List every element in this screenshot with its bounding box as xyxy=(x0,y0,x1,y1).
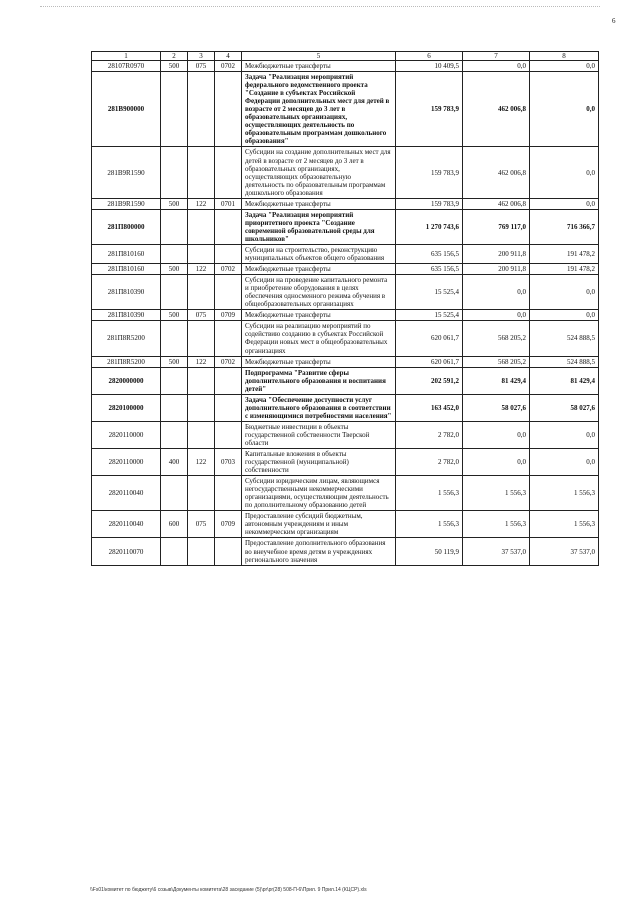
expense-type-cell xyxy=(161,476,188,511)
amount-year3-cell: 1 556,3 xyxy=(530,511,599,538)
table-row xyxy=(92,538,599,565)
expense-type-cell xyxy=(161,209,188,244)
amount-year3-cell: 0,0 xyxy=(530,198,599,209)
section-cell xyxy=(215,72,242,147)
item-name-cell: Межбюджетные трансферты xyxy=(242,61,396,72)
item-name-cell: Субсидии юридическим лицам, являющимся негосударственными некоммерческими организациями, осуществляющим деятельность по дополнительному образованию детей xyxy=(242,476,396,511)
department-cell xyxy=(188,244,215,263)
amount-year1-cell: 159 783,9 xyxy=(396,198,463,209)
department-cell xyxy=(188,321,215,356)
target-code-cell: 2820110070 xyxy=(92,538,161,565)
amount-year3-cell: 0,0 xyxy=(530,72,599,147)
amount-year3-cell: 37 537,0 xyxy=(530,538,599,565)
amount-year3-cell: 1 556,3 xyxy=(530,476,599,511)
target-code-cell: 281В900000 xyxy=(92,72,161,147)
target-code-cell: 281П810390 xyxy=(92,310,161,321)
item-name-cell: Межбюджетные трансферты xyxy=(242,310,396,321)
table-row xyxy=(92,209,599,244)
amount-year2-cell: 0,0 xyxy=(463,275,530,310)
amount-year1-cell: 15 525,4 xyxy=(396,275,463,310)
amount-year3-cell: 524 888,5 xyxy=(530,321,599,356)
item-name-cell: Субсидии на реализацию мероприятий по содействию созданию в субъектах Российской Федерации новых мест в общеобразовательных организациях xyxy=(242,321,396,356)
section-cell xyxy=(215,244,242,263)
department-cell: 122 xyxy=(188,449,215,476)
expense-type-cell xyxy=(161,72,188,147)
section-cell: 0703 xyxy=(215,449,242,476)
target-code-cell: 281П810390 xyxy=(92,275,161,310)
target-code-cell: 2820110040 xyxy=(92,511,161,538)
section-cell xyxy=(215,421,242,448)
column-number-8: 8 xyxy=(530,52,599,61)
amount-year2-cell: 58 027,6 xyxy=(463,394,530,421)
target-code-cell: 281П8R5200 xyxy=(92,356,161,367)
department-cell: 075 xyxy=(188,511,215,538)
expense-type-cell xyxy=(161,275,188,310)
expense-type-cell: 500 xyxy=(161,61,188,72)
section-cell: 0709 xyxy=(215,511,242,538)
amount-year2-cell: 462 006,8 xyxy=(463,198,530,209)
amount-year1-cell: 15 525,4 xyxy=(396,310,463,321)
amount-year2-cell: 37 537,0 xyxy=(463,538,530,565)
department-cell: 122 xyxy=(188,264,215,275)
target-code-cell: 28107R0970 xyxy=(92,61,161,72)
amount-year1-cell: 635 156,5 xyxy=(396,264,463,275)
target-code-cell: 2820100000 xyxy=(92,394,161,421)
column-number-1: 1 xyxy=(92,52,161,61)
table-row xyxy=(92,394,599,421)
expense-type-cell: 500 xyxy=(161,310,188,321)
target-code-cell: 281П8R5200 xyxy=(92,321,161,356)
column-number-3: 3 xyxy=(188,52,215,61)
amount-year3-cell: 0,0 xyxy=(530,275,599,310)
amount-year1-cell: 159 783,9 xyxy=(396,147,463,198)
item-name-cell: Задача "Обеспечение доступности услуг дополнительного образования в соответствии с изменяющимися потребностями населения" xyxy=(242,394,396,421)
amount-year2-cell: 462 006,8 xyxy=(463,72,530,147)
file-path-footer: \\Fs01\комитет по бюджету\6 созыв\Документы комитета\28 заседание (5)\pr\pr(28) 508-П-6\Прил. 9 Прил.14 (КЦСР).xls xyxy=(90,887,367,893)
amount-year3-cell: 191 478,2 xyxy=(530,264,599,275)
item-name-cell: Подпрограмма "Развитие сферы дополнительного образования и воспитания детей" xyxy=(242,367,396,394)
amount-year2-cell: 0,0 xyxy=(463,421,530,448)
budget-table xyxy=(91,51,599,566)
amount-year3-cell: 0,0 xyxy=(530,61,599,72)
department-cell xyxy=(188,275,215,310)
item-name-cell: Предоставление дополнительного образования во внеучебное время детям в учреждениях регионального значения xyxy=(242,538,396,565)
target-code-cell: 281В9R1590 xyxy=(92,147,161,198)
section-cell: 0702 xyxy=(215,356,242,367)
section-cell xyxy=(215,275,242,310)
amount-year3-cell: 0,0 xyxy=(530,147,599,198)
section-cell: 0701 xyxy=(215,198,242,209)
target-code-cell: 281П810160 xyxy=(92,264,161,275)
amount-year1-cell: 202 591,2 xyxy=(396,367,463,394)
table-row xyxy=(92,72,599,147)
section-cell xyxy=(215,367,242,394)
department-cell xyxy=(188,367,215,394)
amount-year3-cell: 191 478,2 xyxy=(530,244,599,263)
expense-type-cell: 500 xyxy=(161,198,188,209)
department-cell xyxy=(188,72,215,147)
expense-type-cell xyxy=(161,147,188,198)
department-cell: 122 xyxy=(188,198,215,209)
section-cell xyxy=(215,394,242,421)
column-number-7: 7 xyxy=(463,52,530,61)
amount-year1-cell: 2 782,0 xyxy=(396,449,463,476)
item-name-cell: Капитальные вложения в объекты государственной (муниципальной) собственности xyxy=(242,449,396,476)
amount-year3-cell: 716 366,7 xyxy=(530,209,599,244)
amount-year2-cell: 200 911,8 xyxy=(463,244,530,263)
expense-type-cell xyxy=(161,321,188,356)
expense-type-cell xyxy=(161,244,188,263)
scan-header-line xyxy=(40,0,600,7)
expense-type-cell xyxy=(161,367,188,394)
expense-type-cell xyxy=(161,421,188,448)
amount-year1-cell: 50 119,9 xyxy=(396,538,463,565)
department-cell xyxy=(188,209,215,244)
amount-year1-cell: 163 452,0 xyxy=(396,394,463,421)
amount-year1-cell: 635 156,5 xyxy=(396,244,463,263)
column-number-2: 2 xyxy=(161,52,188,61)
amount-year1-cell: 1 556,3 xyxy=(396,511,463,538)
table-row xyxy=(92,321,599,356)
item-name-cell: Задача "Реализация мероприятий федерального ведомственного проекта "Создание в субъектах Российской Федерации дополнительных мест для детей в возрасте от 2 месяцев до 3 лет в образовательных организациях, осуществляющих деятельность по образовательным программам дошкольного образования" xyxy=(242,72,396,147)
department-cell: 075 xyxy=(188,310,215,321)
amount-year3-cell: 0,0 xyxy=(530,310,599,321)
table-row xyxy=(92,244,599,263)
department-cell: 122 xyxy=(188,356,215,367)
amount-year1-cell: 620 061,7 xyxy=(396,321,463,356)
section-cell: 0702 xyxy=(215,264,242,275)
department-cell xyxy=(188,421,215,448)
amount-year2-cell: 568 205,2 xyxy=(463,356,530,367)
target-code-cell: 2820000000 xyxy=(92,367,161,394)
target-code-cell: 281П810160 xyxy=(92,244,161,263)
expense-type-cell: 500 xyxy=(161,356,188,367)
section-cell xyxy=(215,538,242,565)
item-name-cell: Субсидии на проведение капитального ремонта и приобретение оборудования в целях обеспечения односменного режима обучения в общеобразовательных организациях xyxy=(242,275,396,310)
expense-type-cell xyxy=(161,394,188,421)
table-row xyxy=(92,367,599,394)
table-row xyxy=(92,147,599,198)
amount-year2-cell: 462 006,8 xyxy=(463,147,530,198)
target-code-cell: 2820110040 xyxy=(92,476,161,511)
target-code-cell: 2820110000 xyxy=(92,421,161,448)
amount-year1-cell: 10 409,5 xyxy=(396,61,463,72)
department-cell xyxy=(188,394,215,421)
column-number-5: 5 xyxy=(242,52,396,61)
section-cell xyxy=(215,476,242,511)
department-cell: 075 xyxy=(188,61,215,72)
amount-year3-cell: 81 429,4 xyxy=(530,367,599,394)
section-cell xyxy=(215,147,242,198)
section-cell: 0702 xyxy=(215,61,242,72)
amount-year2-cell: 1 556,3 xyxy=(463,511,530,538)
amount-year3-cell: 0,0 xyxy=(530,449,599,476)
item-name-cell: Бюджетные инвестиции в объекты государственной собственности Тверской области xyxy=(242,421,396,448)
column-number-4: 4 xyxy=(215,52,242,61)
expense-type-cell: 500 xyxy=(161,264,188,275)
amount-year3-cell: 0,0 xyxy=(530,421,599,448)
section-cell xyxy=(215,209,242,244)
target-code-cell: 2820110000 xyxy=(92,449,161,476)
amount-year2-cell: 200 911,8 xyxy=(463,264,530,275)
amount-year3-cell: 524 888,5 xyxy=(530,356,599,367)
amount-year1-cell: 1 556,3 xyxy=(396,476,463,511)
expense-type-cell: 400 xyxy=(161,449,188,476)
amount-year1-cell: 2 782,0 xyxy=(396,421,463,448)
table-row xyxy=(92,310,599,321)
expense-type-cell: 600 xyxy=(161,511,188,538)
table-row xyxy=(92,511,599,538)
department-cell xyxy=(188,476,215,511)
section-cell xyxy=(215,321,242,356)
department-cell xyxy=(188,538,215,565)
department-cell xyxy=(188,147,215,198)
table-row xyxy=(92,356,599,367)
budget-table-container xyxy=(91,51,598,566)
amount-year1-cell: 620 061,7 xyxy=(396,356,463,367)
item-name-cell: Предоставление субсидий бюджетным, автономным учреждениям и иным некоммерческим организациям xyxy=(242,511,396,538)
item-name-cell: Межбюджетные трансферты xyxy=(242,356,396,367)
column-number-6: 6 xyxy=(396,52,463,61)
table-row xyxy=(92,421,599,448)
item-name-cell: Субсидии на строительство, реконструкцию муниципальных объектов общего образования xyxy=(242,244,396,263)
section-cell: 0709 xyxy=(215,310,242,321)
amount-year2-cell: 0,0 xyxy=(463,310,530,321)
amount-year1-cell: 1 270 743,6 xyxy=(396,209,463,244)
amount-year2-cell: 1 556,3 xyxy=(463,476,530,511)
amount-year2-cell: 0,0 xyxy=(463,449,530,476)
amount-year2-cell: 0,0 xyxy=(463,61,530,72)
table-row xyxy=(92,198,599,209)
amount-year1-cell: 159 783,9 xyxy=(396,72,463,147)
amount-year2-cell: 81 429,4 xyxy=(463,367,530,394)
amount-year3-cell: 58 027,6 xyxy=(530,394,599,421)
item-name-cell: Задача "Реализация мероприятий приоритетного проекта "Создание современной образовательной среды для школьников" xyxy=(242,209,396,244)
amount-year2-cell: 769 117,0 xyxy=(463,209,530,244)
table-row xyxy=(92,476,599,511)
target-code-cell: 281П800000 xyxy=(92,209,161,244)
table-row xyxy=(92,449,599,476)
column-number-row xyxy=(92,52,599,61)
item-name-cell: Межбюджетные трансферты xyxy=(242,198,396,209)
item-name-cell: Межбюджетные трансферты xyxy=(242,264,396,275)
table-row xyxy=(92,264,599,275)
table-row xyxy=(92,61,599,72)
page-number: 6 xyxy=(612,17,616,25)
item-name-cell: Субсидии на создание дополнительных мест для детей в возрасте от 2 месяцев до 3 лет в образовательных организациях, осуществляющих образовательную деятельность по образовательным программам дошкольного образования xyxy=(242,147,396,198)
expense-type-cell xyxy=(161,538,188,565)
table-body xyxy=(92,61,599,566)
target-code-cell: 281В9R1590 xyxy=(92,198,161,209)
table-row xyxy=(92,275,599,310)
amount-year2-cell: 568 205,2 xyxy=(463,321,530,356)
